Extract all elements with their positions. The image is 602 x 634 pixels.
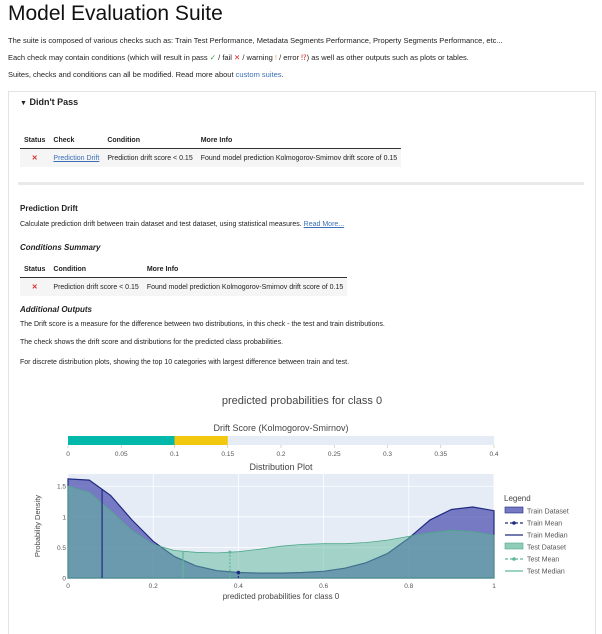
drift-tick-label: 0.35	[434, 451, 448, 458]
x-tick-label: 0.4	[233, 583, 243, 590]
fail-icon: ✕	[234, 53, 241, 62]
pass-icon: ✓	[209, 53, 217, 62]
y-tick-label: 1	[62, 514, 66, 522]
info-cell: Found model prediction Kolmogorov-Smirnov drift score of 0.15	[197, 149, 401, 168]
x-tick-label: 0	[66, 583, 70, 590]
check-description: Calculate prediction drift between train dataset and test dataset, using statistical measures. Read More...	[20, 221, 345, 228]
table-row	[20, 278, 347, 297]
col-status: Status	[20, 134, 49, 149]
x-tick-label: 0.2	[148, 583, 158, 590]
condition-cell: Prediction drift score < 0.15	[49, 278, 142, 297]
drift-chart	[0, 380, 602, 633]
drift-tick-label: 0.2	[276, 451, 286, 458]
table-row	[20, 149, 401, 168]
output-text: The check shows the drift score and distributions for the predicted class probabilities.	[20, 339, 284, 346]
fail-status-icon: ✕	[20, 149, 49, 168]
drift-bar-title: Drift Score (Kolmogorov-Smirnov)	[213, 423, 349, 433]
y-tick-label: 1.5	[56, 483, 66, 491]
check-title: Prediction Drift	[20, 204, 78, 213]
warning-icon: !	[274, 53, 277, 62]
error-icon: ⁉	[301, 53, 307, 62]
col-check: Check	[49, 134, 103, 149]
additional-outputs-title: Additional Outputs	[20, 305, 92, 314]
y-tick-label: 0.5	[56, 544, 66, 552]
drift-tick-label: 0.05	[114, 451, 128, 458]
legend-label: Test Dataset	[527, 544, 566, 552]
legend-swatch	[505, 543, 523, 549]
y-axis-label: Probability Density	[33, 494, 42, 558]
condition-cell: Prediction drift score < 0.15	[103, 149, 196, 168]
output-text: The Drift score is a measure for the difference between two distributions, in this check - the test and train distributions.	[20, 321, 385, 328]
legend-label: Train Median	[527, 532, 568, 540]
prediction-drift-link[interactable]: Prediction Drift	[53, 154, 100, 162]
col-more-info: More Info	[143, 263, 347, 278]
divider	[18, 182, 584, 185]
custom-suites-link[interactable]: custom suites	[235, 70, 282, 79]
info-cell: Found model prediction Kolmogorov-Smirnov drift score of 0.15	[143, 278, 347, 297]
drift-tick-label: 0.1	[169, 451, 180, 458]
drift-tick-label: 0	[66, 451, 70, 458]
caret-down-icon: ▼	[20, 100, 27, 107]
suite-intro: The suite is composed of various checks such as: Train Test Performance, Metadata Segments Performance, Property Segments Performance, etc...	[8, 36, 503, 45]
x-tick-label: 1	[492, 583, 496, 590]
legend-label: Train Mean	[527, 520, 563, 528]
conditions-text: Each check may contain conditions (which will result in pass ✓ / fail ✕ / warning ! / error ⁉) as well as other outputs such as plots or tables.	[8, 53, 469, 62]
conditions-table	[20, 263, 347, 296]
legend-label: Train Dataset	[527, 508, 569, 516]
train-mean-marker	[237, 571, 241, 575]
drift-bar-base	[68, 436, 175, 445]
fail-status-icon: ✕	[20, 278, 49, 297]
col-condition: Condition	[49, 263, 142, 278]
x-tick-label: 0.6	[319, 583, 329, 590]
legend-label: Test Median	[527, 568, 565, 576]
drift-tick-label: 0.3	[382, 451, 393, 458]
distribution-title: Distribution Plot	[249, 462, 313, 472]
drift-tick-label: 0.15	[221, 451, 235, 458]
col-condition: Condition	[103, 134, 196, 149]
legend-marker	[512, 557, 516, 561]
legend-label: Test Mean	[527, 556, 560, 564]
read-more-link[interactable]: Read More...	[303, 221, 345, 228]
col-more-info: More Info	[197, 134, 401, 149]
test-mean-marker	[228, 551, 231, 554]
page-title: Model Evaluation Suite	[8, 2, 223, 25]
drift-tick-label: 0.4	[489, 451, 499, 458]
modify-text: Suites, checks and conditions can all be modified. Read more about custom suites.	[8, 70, 284, 79]
output-text: For discrete distribution plots, showing the top 10 categories with largest difference between train and test.	[20, 359, 350, 366]
legend-title: Legend	[504, 494, 531, 503]
x-axis-label: predicted probabilities for class 0	[222, 592, 340, 601]
col-status: Status	[20, 263, 49, 278]
didnt-pass-table	[20, 134, 401, 167]
chart-title: predicted probabilities for class 0	[221, 395, 383, 407]
drift-tick-label: 0.25	[327, 451, 341, 458]
conditions-summary-title: Conditions Summary	[20, 243, 101, 252]
legend-swatch	[505, 507, 523, 513]
legend-marker	[512, 521, 516, 525]
y-tick-label: 0	[62, 575, 66, 583]
didnt-pass-toggle[interactable]: ▼ Didn't Pass	[20, 97, 79, 107]
x-tick-label: 0.8	[404, 583, 414, 590]
drift-bar-excess	[175, 436, 228, 445]
